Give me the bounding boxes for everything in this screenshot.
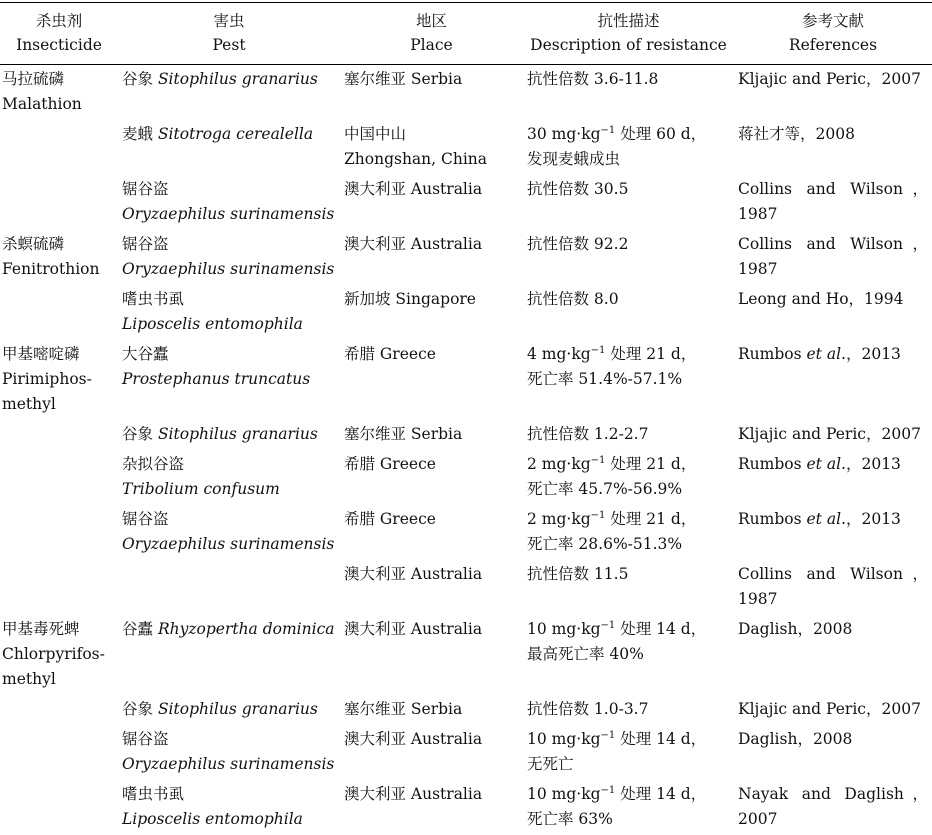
cell-pest [118, 285, 340, 340]
description-line-2: 死亡率 45.7%-56.9% [527, 477, 730, 502]
pest-name-latin: Oryzaephilus surinamensis [122, 257, 336, 282]
cell-description [523, 120, 734, 175]
cell-reference [734, 285, 932, 340]
description-treatment: 处理 14 d， [615, 785, 706, 803]
cell-description [523, 65, 734, 121]
place-zh: 澳大利亚 Australia [344, 177, 519, 202]
reference-text: Leong and Ho，1994 [738, 290, 904, 308]
table-row [0, 780, 932, 835]
description-dose: 抗性倍数 1.2-2.7 [527, 425, 648, 443]
pest-name-latin: Sitophilus granarius [158, 70, 318, 88]
description-line-1 [527, 422, 730, 447]
reference-text: Nayak and Daglish，2007 [738, 785, 928, 828]
description-dose: 10 mg·kg [527, 620, 601, 638]
reference-author: Rumbos [738, 455, 807, 473]
cell-insecticide [0, 340, 118, 420]
cell-place [340, 450, 523, 505]
header-insecticide-zh: 杀虫剂 [2, 9, 116, 33]
description-dose: 抗性倍数 3.6-11.8 [527, 70, 658, 88]
cell-reference [734, 340, 932, 420]
cell-description [523, 615, 734, 695]
insecticide-zh: 杀螟硫磷 [2, 232, 114, 257]
cell-insecticide [0, 285, 118, 340]
cell-place [340, 695, 523, 725]
reference-etal: et al. [807, 455, 846, 473]
cell-insecticide [0, 420, 118, 450]
description-dose: 抗性倍数 11.5 [527, 565, 628, 583]
cell-reference [734, 420, 932, 450]
reference-etal: et al. [807, 345, 846, 363]
place-zh: 澳大利亚 Australia [344, 782, 519, 807]
insecticide-en: Malathion [2, 92, 114, 117]
description-line-1 [527, 122, 730, 147]
description-line-2: 死亡率 28.6%-51.3% [527, 532, 730, 557]
pest-name-latin: Oryzaephilus surinamensis [122, 752, 336, 777]
pest-name-zh: 嗜虫书虱 [122, 782, 336, 807]
description-exponent: −1 [601, 730, 616, 741]
cell-place [340, 505, 523, 560]
pest-name-zh: 锯谷盗 [122, 507, 336, 532]
cell-pest [118, 230, 340, 285]
pest-name-zh: 谷象 [122, 70, 158, 88]
cell-pest [118, 175, 340, 230]
cell-description [523, 505, 734, 560]
description-exponent: −1 [591, 455, 606, 466]
table-header [0, 3, 932, 65]
pest-name-zh: 嗜虫书虱 [122, 287, 336, 312]
reference-year: ，2013 [846, 345, 901, 363]
description-line-1 [527, 562, 730, 587]
description-dose: 2 mg·kg [527, 510, 591, 528]
pest-name-latin: Sitophilus granarius [158, 700, 318, 718]
cell-reference [734, 780, 932, 835]
description-line-2: 发现麦蛾成虫 [527, 147, 730, 172]
reference-author: Rumbos [738, 345, 807, 363]
description-line-2: 最高死亡率 40% [527, 642, 730, 667]
reference-text: Collins and Wilson，1987 [738, 235, 928, 278]
table-row [0, 285, 932, 340]
description-treatment: 处理 14 d， [615, 620, 706, 638]
header-pest-zh: 害虫 [120, 9, 338, 33]
description-line-1 [527, 727, 730, 752]
pest-name-latin: Tribolium confusum [122, 477, 336, 502]
cell-reference [734, 505, 932, 560]
cell-description [523, 450, 734, 505]
pest-name-zh: 大谷蠹 [122, 342, 336, 367]
reference-text: Collins and Wilson，1987 [738, 180, 928, 223]
cell-insecticide [0, 725, 118, 780]
cell-insecticide [0, 175, 118, 230]
description-line-2: 死亡率 63% [527, 807, 730, 832]
insecticide-zh: 甲基嘧啶磷 [2, 342, 114, 367]
cell-place [340, 560, 523, 615]
cell-description [523, 285, 734, 340]
cell-description [523, 420, 734, 450]
insecticide-en: Fenitrothion [2, 257, 114, 282]
cell-pest [118, 695, 340, 725]
reference-year: ，2013 [846, 510, 901, 528]
cell-pest [118, 615, 340, 695]
cell-reference [734, 725, 932, 780]
reference-etal: et al. [807, 510, 846, 528]
cell-description [523, 695, 734, 725]
table-row [0, 615, 932, 695]
header-description-en: Description of resistance [525, 33, 732, 57]
header-insecticide [0, 3, 118, 65]
table-row [0, 120, 932, 175]
resistance-table [0, 2, 932, 835]
reference-text: Collins and Wilson，1987 [738, 565, 928, 608]
cell-reference [734, 615, 932, 695]
pest-name-latin: Oryzaephilus surinamensis [122, 532, 336, 557]
cell-insecticide [0, 65, 118, 121]
description-line-2: 死亡率 51.4%-57.1% [527, 367, 730, 392]
description-line-2: 无死亡 [527, 752, 730, 777]
description-dose: 10 mg·kg [527, 785, 601, 803]
cell-pest [118, 450, 340, 505]
place-zh: 塞尔维亚 Serbia [344, 422, 519, 447]
pest-name-zh: 锯谷盗 [122, 727, 336, 752]
cell-insecticide [0, 450, 118, 505]
table-row [0, 695, 932, 725]
reference-text: Kljajic and Peric，2007 [738, 70, 921, 88]
cell-insecticide [0, 780, 118, 835]
cell-insecticide [0, 615, 118, 695]
place-zh: 澳大利亚 Australia [344, 232, 519, 257]
cell-pest [118, 420, 340, 450]
description-exponent: −1 [601, 620, 616, 631]
place-zh: 希腊 Greece [344, 342, 519, 367]
pest-name-latin: Rhyzopertha dominica [158, 620, 335, 638]
description-dose: 2 mg·kg [527, 455, 591, 473]
cell-description [523, 340, 734, 420]
cell-place [340, 340, 523, 420]
pest-name-zh: 谷象 [122, 700, 158, 718]
cell-insecticide [0, 695, 118, 725]
table-row [0, 450, 932, 505]
description-treatment: 处理 21 d， [605, 510, 696, 528]
place-zh: 新加坡 Singapore [344, 287, 519, 312]
pest-name-zh: 谷象 [122, 425, 158, 443]
description-line-1 [527, 67, 730, 92]
pest-name-latin: Liposcelis entomophila [122, 807, 336, 832]
description-treatment: 处理 21 d， [605, 345, 696, 363]
reference-text: Daglish，2008 [738, 620, 852, 638]
table-row [0, 340, 932, 420]
place-zh: 澳大利亚 Australia [344, 727, 519, 752]
description-line-1 [527, 232, 730, 257]
pest-name-latin: Sitophilus granarius [158, 425, 318, 443]
cell-reference [734, 65, 932, 121]
header-pest [118, 3, 340, 65]
description-dose: 10 mg·kg [527, 730, 601, 748]
cell-pest [118, 505, 340, 560]
cell-insecticide [0, 560, 118, 615]
table-row [0, 175, 932, 230]
cell-reference [734, 175, 932, 230]
reference-text: 蒋社才等，2008 [738, 125, 855, 143]
header-pest-en: Pest [120, 33, 338, 57]
pest-name-latin: Sitotroga cerealella [158, 125, 313, 143]
description-exponent: −1 [601, 785, 616, 796]
cell-pest [118, 780, 340, 835]
pest-name-zh: 锯谷盗 [122, 232, 336, 257]
table-row [0, 505, 932, 560]
insecticide-zh: 甲基毒死蜱 [2, 617, 114, 642]
table-row [0, 560, 932, 615]
description-line-1 [527, 697, 730, 722]
cell-insecticide [0, 230, 118, 285]
table-row [0, 725, 932, 780]
pest-name-zh: 谷蠹 [122, 620, 158, 638]
header-insecticide-en: Insecticide [2, 33, 116, 57]
header-description [523, 3, 734, 65]
description-line-1 [527, 617, 730, 642]
place-zh: 中国中山 [344, 122, 519, 147]
cell-place [340, 230, 523, 285]
description-line-1 [527, 342, 730, 367]
header-references-en: References [736, 33, 930, 57]
pest-name-latin: Oryzaephilus surinamensis [122, 202, 336, 227]
cell-pest [118, 120, 340, 175]
insecticide-en: Pirimiphos-methyl [2, 367, 114, 417]
place-zh: 澳大利亚 Australia [344, 617, 519, 642]
cell-description [523, 560, 734, 615]
cell-reference [734, 120, 932, 175]
cell-insecticide [0, 505, 118, 560]
description-exponent: −1 [601, 125, 616, 136]
cell-description [523, 230, 734, 285]
cell-description [523, 175, 734, 230]
description-line-1 [527, 177, 730, 202]
place-zh: 澳大利亚 Australia [344, 562, 519, 587]
cell-place [340, 725, 523, 780]
place-zh: 塞尔维亚 Serbia [344, 697, 519, 722]
place-zh: 希腊 Greece [344, 452, 519, 477]
description-dose: 抗性倍数 8.0 [527, 290, 619, 308]
cell-place [340, 285, 523, 340]
description-line-1 [527, 507, 730, 532]
table-row [0, 420, 932, 450]
cell-pest [118, 560, 340, 615]
description-dose: 抗性倍数 92.2 [527, 235, 628, 253]
cell-place [340, 175, 523, 230]
reference-text: Kljajic and Peric，2007 [738, 700, 921, 718]
header-description-zh: 抗性描述 [525, 9, 732, 33]
header-place [340, 3, 523, 65]
cell-reference [734, 450, 932, 505]
cell-place [340, 65, 523, 121]
description-exponent: −1 [591, 345, 606, 356]
cell-pest [118, 340, 340, 420]
cell-reference [734, 560, 932, 615]
description-line-1 [527, 287, 730, 312]
description-dose: 30 mg·kg [527, 125, 601, 143]
cell-place [340, 120, 523, 175]
cell-description [523, 780, 734, 835]
cell-place [340, 780, 523, 835]
cell-place [340, 615, 523, 695]
cell-reference [734, 695, 932, 725]
reference-author: Rumbos [738, 510, 807, 528]
table-row [0, 65, 932, 121]
insecticide-zh: 马拉硫磷 [2, 67, 114, 92]
description-dose: 4 mg·kg [527, 345, 591, 363]
description-dose: 抗性倍数 30.5 [527, 180, 628, 198]
description-exponent: −1 [591, 510, 606, 521]
cell-insecticide [0, 120, 118, 175]
insecticide-en: Chlorpyrifos-methyl [2, 642, 114, 692]
pest-name-latin: Liposcelis entomophila [122, 312, 336, 337]
header-references-zh: 参考文献 [736, 9, 930, 33]
description-treatment: 处理 60 d， [615, 125, 706, 143]
description-line-1 [527, 452, 730, 477]
reference-text: Kljajic and Peric，2007 [738, 425, 921, 443]
place-zh: 希腊 Greece [344, 507, 519, 532]
place-en: Zhongshan, China [344, 147, 519, 172]
cell-pest [118, 65, 340, 121]
reference-text: Daglish，2008 [738, 730, 852, 748]
cell-reference [734, 230, 932, 285]
table-row [0, 230, 932, 285]
description-treatment: 处理 14 d， [615, 730, 706, 748]
description-line-1 [527, 782, 730, 807]
header-place-en: Place [342, 33, 521, 57]
cell-place [340, 420, 523, 450]
cell-pest [118, 725, 340, 780]
pest-name-zh: 杂拟谷盗 [122, 452, 336, 477]
header-place-zh: 地区 [342, 9, 521, 33]
description-dose: 抗性倍数 1.0-3.7 [527, 700, 648, 718]
table-body [0, 65, 932, 835]
reference-year: ，2013 [846, 455, 901, 473]
pest-name-zh: 麦蛾 [122, 125, 158, 143]
pest-name-zh: 锯谷盗 [122, 177, 336, 202]
cell-description [523, 725, 734, 780]
place-zh: 塞尔维亚 Serbia [344, 67, 519, 92]
pest-name-latin: Prostephanus truncatus [122, 367, 336, 392]
description-treatment: 处理 21 d， [605, 455, 696, 473]
header-references [734, 3, 932, 65]
